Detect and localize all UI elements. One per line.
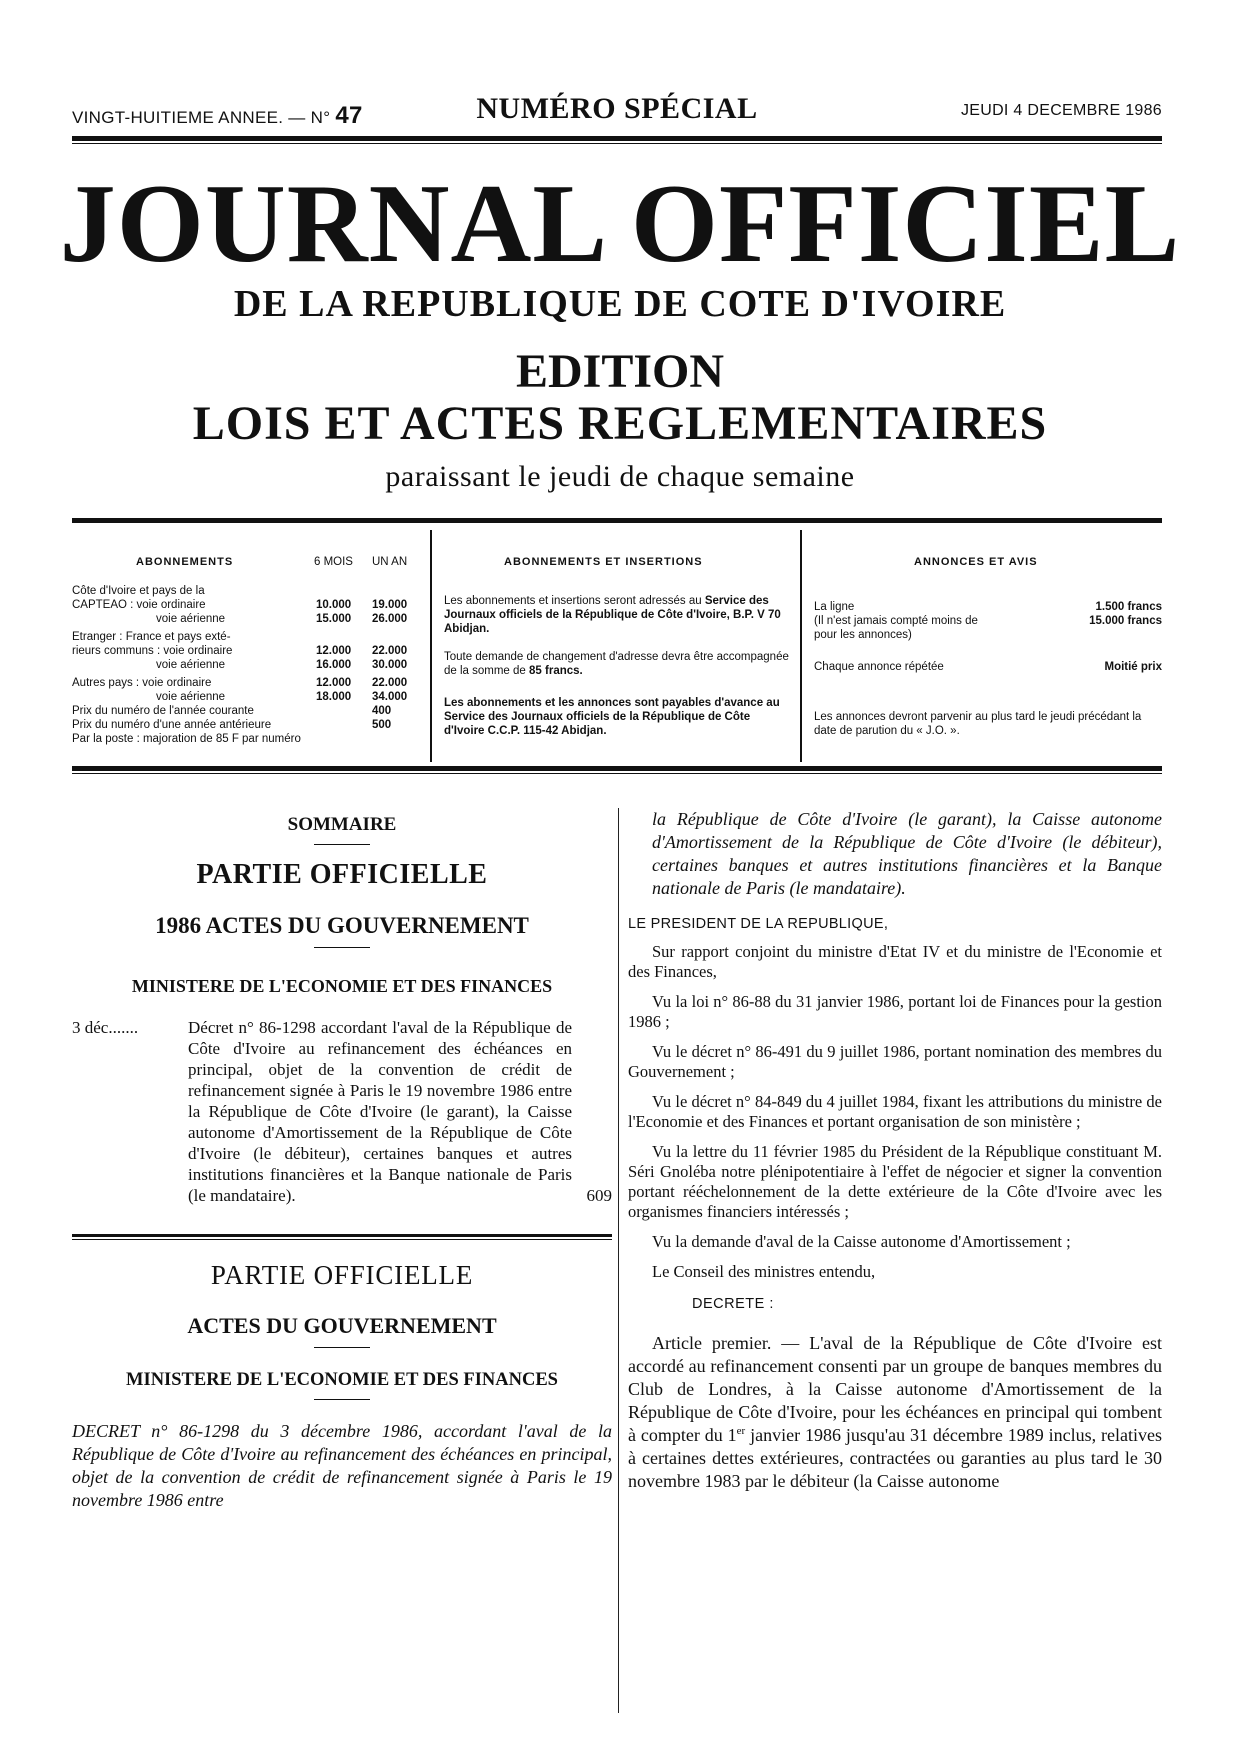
- toc-text: Décret n° 86-1298 accordant l'aval de la République de Côte d'Ivoire au refinancement des échéances en principal, objet de la convention de crédit de refinancement signée à Paris le 19 novembre 1986 entre la République de Côte d'Ivoire (le garant), la Caisse autonome d'Amortissement de la République de Côte d'Ivoire (le débiteur), certaines banques et autres institutions financières et la Banque nationale de Paris (le mandataire).: [188, 1018, 572, 1205]
- abonnement-label: voie aérienne: [156, 613, 226, 625]
- toc-date: 3 déc.......: [72, 1018, 139, 1037]
- visa-paragraph: Vu le décret n° 86-491 du 9 juillet 1986, portant nomination des membres du Gouvernement ;: [628, 1042, 1162, 1081]
- abonnement-row: [72, 676, 422, 690]
- abonnement-6mois: 10.000: [316, 599, 352, 611]
- decret-title-continued: la République de Côte d'Ivoire (le garant), la Caisse autonome d'Amortissement de la République de Côte d'Ivoire (le débiteur), certaines banques et autres institutions financières et la Banque nationale de Paris (le mandataire).: [652, 809, 1162, 898]
- sommaire-actes: 1986 ACTES DU GOUVERNEMENT: [155, 913, 529, 938]
- special-issue-label: NUMÉRO SPÉCIAL: [476, 92, 758, 125]
- abonnement-label: Prix du numéro de l'année courante: [72, 705, 254, 717]
- article-premier: Article premier. — L'aval de la République de Côte d'Ivoire est accordé au refinancement consenti par un groupe de banques membres du Club de Londres, à la Caisse autonome d'Amortissement de la République de Côte d'Ivoire, pour les échéances en principal qui tombent à compter du 1er janvier 1986 jusqu'au 31 décembre 1989 inclus, relatives à certaines dettes extérieures, contractées ou garanties au plus tard le 30 novembre 1983 par le débiteur (la Caisse autonome: [628, 1333, 1162, 1491]
- abonnement-row: [72, 704, 422, 718]
- divider: [314, 947, 370, 948]
- abonnement-row: [72, 732, 422, 746]
- insertions-payment: Les abonnements et les annonces sont payables d'avance au Service des Journaux officiels de la République de Côte d'Ivoire C.C.P. 115-42 Abidjan.: [444, 697, 780, 737]
- abonnement-row: [72, 630, 422, 644]
- abonnement-label: voie aérienne: [156, 691, 226, 703]
- masthead-rule-thin: [72, 143, 1162, 144]
- column-separator: [618, 808, 619, 1713]
- edition-name: LOIS ET ACTES REGLEMENTAIRES: [192, 397, 1048, 450]
- abonnement-label: Côte d'Ivoire et pays de la: [72, 585, 205, 597]
- publication-frequency: paraissant le jeudi de chaque semaine: [385, 460, 855, 493]
- insertions-change: Toute demande de changement d'adresse devra être accompagnée de la somme de 85 francs.: [444, 651, 789, 677]
- visa-paragraph: Sur rapport conjoint du ministre d'Etat IV et du ministre de l'Economie et des Finances,: [628, 942, 1162, 981]
- sommaire-title: SOMMAIRE: [287, 814, 397, 835]
- journal-subtitle: DE LA REPUBLIQUE DE COTE D'IVOIRE: [233, 283, 1007, 325]
- abonnement-row: [72, 718, 422, 732]
- col-6mois: 6 MOIS: [314, 556, 353, 568]
- abonnement-label: CAPTEAO : voie ordinaire: [72, 599, 206, 611]
- body-partie: PARTIE OFFICIELLE: [210, 1260, 474, 1290]
- abonnement-6mois: 18.000: [316, 691, 352, 703]
- abonnement-unan: 22.000: [372, 645, 408, 657]
- section-rule: [72, 1234, 612, 1240]
- subscription-panel: [72, 530, 1162, 762]
- col-unan: UN AN: [372, 556, 408, 568]
- masthead-topline: [72, 92, 1162, 132]
- divider: [314, 1347, 370, 1348]
- issue-number: 47: [335, 102, 363, 129]
- panel-top-rule: [72, 518, 1162, 523]
- insertions-address: Les abonnements et insertions seront adressés au Service des Journaux officiels de la République de Côte d'Ivoire, B.P. V 70 Abidjan.: [444, 595, 781, 635]
- abonnement-row: [72, 658, 422, 672]
- annonce-note: (Il n'est jamais compté moins de 15.000 francs: [814, 615, 1162, 627]
- abonnement-6mois: 15.000: [316, 613, 352, 625]
- abonnement-label: rieurs communs : voie ordinaire: [72, 645, 233, 657]
- abonnement-label: voie aérienne: [156, 659, 226, 671]
- abonnement-6mois: 16.000: [316, 659, 352, 671]
- annonce-repeat: Chaque annonce répétée Moitié prix: [814, 661, 1162, 673]
- annonce-deadline: Les annonces devront parvenir au plus tard le jeudi précédant la date de parution du « J.O. ».: [814, 711, 1142, 737]
- decrete-heading: DECRETE :: [692, 1296, 774, 1312]
- abonnement-label: Etranger : France et pays exté-: [72, 631, 231, 643]
- visa-paragraph: Vu le décret n° 84-849 du 4 juillet 1984, fixant les attributions du ministre de l'Economie et des Finances et portant organisation de son ministère ;: [628, 1092, 1162, 1131]
- panel-bottom-rule: [72, 766, 1162, 771]
- annonce-note-end: pour les annonces): [814, 629, 912, 641]
- sommaire-ministere: MINISTERE DE L'ECONOMIE ET DES FINANCES: [131, 976, 553, 996]
- abonnement-unan: 34.000: [372, 691, 408, 703]
- toc-page: 609: [586, 1186, 612, 1205]
- abonnement-6mois: 12.000: [316, 677, 352, 689]
- body-actes: ACTES DU GOUVERNEMENT: [187, 1313, 497, 1338]
- decret-title: DECRET n° 86-1298 du 3 décembre 1986, accordant l'aval de la République de Côte d'Ivoire au refinancement des échéances en principal, objet de la convention de crédit de refinancement signée à Paris le 19 novembre 1986 entre: [72, 1421, 612, 1510]
- abonnement-unan: 30.000: [372, 659, 408, 671]
- abonnement-unan: 500: [372, 719, 392, 731]
- president-heading: LE PRESIDENT DE LA REPUBLIQUE,: [628, 916, 889, 932]
- visa-paragraph: Vu la lettre du 11 février 1985 du Président de la République constituant M. Séri Gnoléba notre plénipotentiaire à l'effet de négocier et signer la convention portant rééchelonnement de la dette extérieure de la Côte d'Ivoire avec les organismes financiers intéressés ;: [628, 1142, 1162, 1221]
- sommaire-partie: PARTIE OFFICIELLE: [196, 859, 488, 890]
- edition-year: VINGT-HUITIEME ANNEE. — N° 47: [72, 102, 363, 129]
- abonnement-label: Prix du numéro d'une année antérieure: [72, 719, 272, 731]
- abonnement-label: Autres pays : voie ordinaire: [72, 677, 212, 689]
- annonce-ligne: La ligne 1.500 francs: [814, 601, 1162, 613]
- divider: [314, 1399, 370, 1400]
- divider: [314, 844, 370, 845]
- journal-title: JOURNAL OFFICIEL: [59, 162, 1181, 286]
- abonnement-6mois: 12.000: [316, 645, 352, 657]
- abonnement-row: [72, 690, 422, 704]
- edition-label: EDITION: [515, 345, 725, 398]
- abonnement-row: [72, 584, 422, 598]
- visas-list: [628, 942, 1162, 1282]
- insertions-header: ABONNEMENTS ET INSERTIONS: [504, 556, 703, 568]
- panel-bottom-rule-thin: [72, 773, 1162, 774]
- issue-date: JEUDI 4 DECEMBRE 1986: [960, 102, 1162, 119]
- abonnement-row: [72, 598, 422, 612]
- visa-paragraph: Le Conseil des ministres entendu,: [652, 1262, 876, 1281]
- abonnement-unan: 26.000: [372, 613, 408, 625]
- panel-divider: [800, 530, 802, 762]
- abonnement-unan: 19.000: [372, 599, 408, 611]
- abonnement-unan: 400: [372, 705, 392, 717]
- toc-entry[interactable]: [72, 1017, 612, 1206]
- abonnement-unan: 22.000: [372, 677, 408, 689]
- panel-divider: [430, 530, 432, 762]
- abonnement-row: [72, 612, 422, 626]
- abonnement-label: Par la poste : majoration de 85 F par numéro: [72, 733, 301, 745]
- body-ministere: MINISTERE DE L'ECONOMIE ET DES FINANCES: [126, 1370, 558, 1390]
- annonces-header: ANNONCES ET AVIS: [914, 556, 1038, 568]
- visa-paragraph: Vu la demande d'aval de la Caisse autonome d'Amortissement ;: [652, 1232, 1071, 1251]
- abonnement-row: [72, 644, 422, 658]
- masthead-rule: [72, 136, 1162, 141]
- abonnements-header: ABONNEMENTS: [136, 556, 234, 568]
- visa-paragraph: Vu la loi n° 86-88 du 31 janvier 1986, portant loi de Finances pour la gestion 1986 ;: [628, 992, 1162, 1031]
- right-column: [628, 808, 1162, 1493]
- left-column: [72, 808, 612, 1512]
